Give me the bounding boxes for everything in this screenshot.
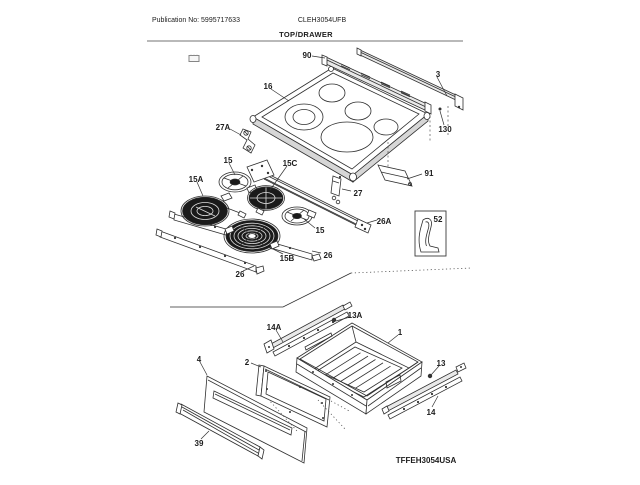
corner-cap-rear: [329, 67, 334, 72]
part-element-15-right: [282, 207, 316, 225]
callout-27: 27: [353, 189, 363, 198]
model-number: CLEH3054UFB: [297, 17, 347, 24]
callout-26A: 26A: [376, 217, 392, 226]
callout-1: 1: [397, 328, 403, 337]
part-bracket-27A: [240, 129, 255, 153]
callout-15-upper: 15: [223, 156, 233, 165]
page-header: [147, 17, 463, 41]
callout-39: 39: [194, 439, 204, 448]
callout-14: 14: [426, 408, 436, 417]
top-assembly-diagram: [156, 48, 463, 279]
callout-90: 90: [302, 51, 312, 60]
callout-16: 16: [263, 82, 273, 91]
part-bracket-27: [331, 176, 341, 204]
callout-52: 52: [433, 215, 443, 224]
part-main-top-glass-16: [250, 67, 430, 183]
callout-91: 91: [424, 169, 434, 178]
part-element-15A: [181, 193, 246, 226]
callout-27A: 27A: [215, 123, 231, 132]
drawer-assembly-diagram: [176, 302, 466, 463]
part-small-clip: [189, 55, 199, 62]
corner-cap-front: [350, 173, 357, 181]
callout-3: 3: [435, 70, 441, 79]
callout-15A: 15A: [188, 175, 204, 184]
diagram-code: TFFEH3054USA: [395, 456, 457, 465]
corner-cap-right: [424, 113, 430, 120]
callout-130: 130: [438, 125, 452, 134]
callout-13: 13: [436, 359, 446, 368]
screw-130: [439, 108, 442, 111]
callout-2: 2: [244, 358, 250, 367]
callout-4: 4: [196, 355, 202, 364]
publication-number: Publication No: 5995717633: [152, 17, 240, 24]
part-plate-91: [378, 165, 412, 186]
page-title: TOP/DRAWER: [279, 30, 333, 39]
part-element-15B: [224, 219, 280, 253]
callout-15-right: 15: [315, 226, 325, 235]
callout-26-right: 26: [323, 251, 333, 260]
callout-14A: 14A: [266, 323, 282, 332]
callout-15B: 15B: [279, 254, 295, 263]
callout-26-bottom: 26: [235, 270, 245, 279]
screw-13A: [332, 318, 336, 322]
corner-cap-left: [250, 116, 256, 123]
callout-15C: 15C: [282, 159, 298, 168]
section-divider: [170, 268, 472, 307]
callout-13A: 13A: [347, 311, 363, 320]
